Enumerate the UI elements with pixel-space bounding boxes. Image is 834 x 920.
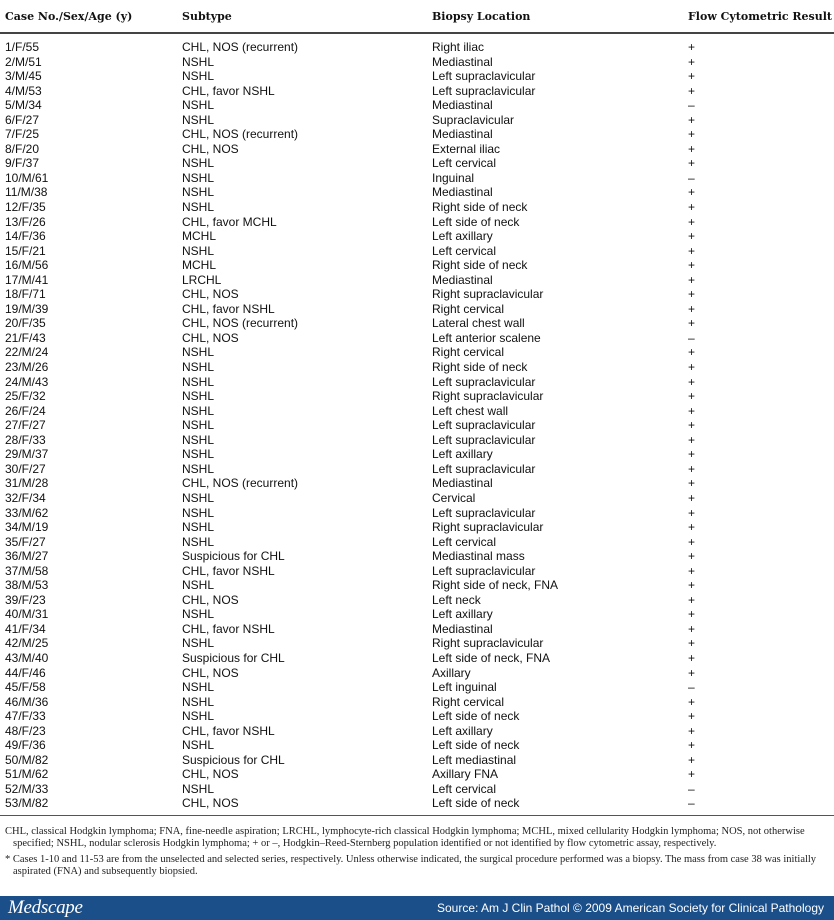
cell-biopsy-location: Left side of neck [432,796,520,811]
cell-case: 37/M/58 [5,563,49,578]
cell-subtype: CHL, NOS (recurrent) [182,127,299,142]
cell-case: 10/M/61 [5,170,49,185]
table-row [0,447,834,462]
cell-subtype: CHL, NOS [182,665,239,680]
table-row [0,258,834,273]
cell-subtype: NSHL [182,636,215,651]
cell-subtype: NSHL [182,520,215,535]
cell-subtype: NSHL [182,490,215,505]
table-row [0,433,834,448]
cell-flow-result: + [688,767,696,782]
cell-flow-result: + [688,345,696,360]
cell-biopsy-location: Left chest wall [432,403,509,418]
cell-flow-result: + [688,141,696,156]
table-row [0,462,834,477]
table-row [0,564,834,579]
header-rule [0,32,834,34]
cell-case: 14/F/36 [5,229,46,244]
cell-flow-result: + [688,578,696,593]
cell-case: 35/F/27 [5,534,46,549]
cell-subtype: NSHL [182,607,215,622]
table-row [0,666,834,681]
cell-subtype: CHL, favor NSHL [182,563,275,578]
cell-subtype: NSHL [182,505,215,520]
cell-flow-result: – [688,330,695,345]
table-bottom-rule [0,815,834,816]
table-body [0,40,834,811]
cell-biopsy-location: Right cervical [432,345,505,360]
cell-biopsy-location: Left supraclavicular [432,418,536,433]
cell-biopsy-location: Right supraclavicular [432,520,544,535]
cell-flow-result: + [688,374,696,389]
cell-flow-result: + [688,694,696,709]
cell-case: 7/F/25 [5,127,40,142]
cell-flow-result: + [688,505,696,520]
cell-biopsy-location: Axillary [432,665,471,680]
cell-biopsy-location: Lateral chest wall [432,316,525,331]
cell-biopsy-location: Cervical [432,490,476,505]
cell-case: 45/F/58 [5,680,46,695]
cell-subtype: NSHL [182,170,215,185]
table-row [0,767,834,782]
table-row [0,156,834,171]
cell-biopsy-location: Mediastinal [432,185,493,200]
cell-case: 27/F/27 [5,418,46,433]
table-row [0,84,834,99]
cell-subtype: LRCHL [182,272,222,287]
table-row [0,244,834,259]
table-row [0,753,834,768]
cell-subtype: CHL, NOS (recurrent) [182,476,299,491]
cell-biopsy-location: Mediastinal [432,54,493,69]
cell-case: 53/M/82 [5,796,49,811]
cell-case: 6/F/27 [5,112,40,127]
table-row [0,607,834,622]
cell-flow-result: + [688,112,696,127]
table-row [0,40,834,55]
table-row [0,404,834,419]
table-row [0,680,834,695]
header-biopsy-location: Biopsy Location [432,10,531,23]
cell-subtype: NSHL [182,738,215,753]
cell-case: 36/M/27 [5,549,49,564]
cell-case: 51/M/62 [5,767,49,782]
cell-biopsy-location: Left cervical [432,534,497,549]
cell-flow-result: + [688,83,696,98]
cell-subtype: NSHL [182,243,215,258]
cell-biopsy-location: Right side of neck [432,360,528,375]
cell-flow-result: + [688,723,696,738]
cell-subtype: Suspicious for CHL [182,549,285,564]
cell-subtype: NSHL [182,112,215,127]
cell-case: 25/F/32 [5,389,46,404]
cell-biopsy-location: Right cervical [432,694,505,709]
cell-flow-result: + [688,54,696,69]
cell-flow-result: – [688,98,695,113]
cell-case: 26/F/24 [5,403,46,418]
table-row [0,185,834,200]
cell-case: 24/M/43 [5,374,49,389]
cell-biopsy-location: Left supraclavicular [432,83,536,98]
cell-flow-result: + [688,709,696,724]
cell-case: 1/F/55 [5,40,40,54]
medscape-logo[interactable]: Medscape [8,897,83,918]
cell-flow-result: + [688,69,696,84]
table-row [0,593,834,608]
cell-flow-result: + [688,258,696,273]
cell-biopsy-location: Left supraclavicular [432,432,536,447]
table-row [0,375,834,390]
cell-flow-result: – [688,170,695,185]
table-row [0,782,834,797]
cell-subtype: CHL, favor NSHL [182,621,275,636]
table-header [0,0,834,32]
footnotes [5,826,829,878]
cell-flow-result: + [688,665,696,680]
cell-case: 22/M/24 [5,345,49,360]
cell-biopsy-location: Mediastinal [432,476,493,491]
cell-subtype: NSHL [182,200,215,215]
table-row [0,142,834,157]
cell-subtype: NSHL [182,54,215,69]
cell-case: 44/F/46 [5,665,46,680]
cell-biopsy-location: Right supraclavicular [432,389,544,404]
cell-subtype: NSHL [182,403,215,418]
cell-subtype: NSHL [182,461,215,476]
table-row [0,622,834,637]
cell-subtype: CHL, NOS [182,330,239,345]
cell-case: 33/M/62 [5,505,49,520]
cell-biopsy-location: Mediastinal [432,621,493,636]
table-row [0,200,834,215]
cell-biopsy-location: External iliac [432,141,501,156]
cell-flow-result: + [688,418,696,433]
table-row [0,724,834,739]
cell-subtype: NSHL [182,534,215,549]
table-row [0,69,834,84]
cell-flow-result: – [688,781,695,796]
cell-case: 30/F/27 [5,461,46,476]
cell-flow-result: + [688,40,696,54]
cell-biopsy-location: Left axillary [432,229,493,244]
cell-subtype: CHL, favor NSHL [182,83,275,98]
cell-flow-result: + [688,738,696,753]
cell-case: 42/M/25 [5,636,49,651]
cell-flow-result: + [688,476,696,491]
cell-biopsy-location: Left cervical [432,156,497,171]
cell-subtype: NSHL [182,432,215,447]
cell-subtype: CHL, favor MCHL [182,214,277,229]
cell-case: 8/F/20 [5,141,40,156]
table-row [0,127,834,142]
table-row [0,98,834,113]
cell-biopsy-location: Left supraclavicular [432,374,536,389]
cell-flow-result: + [688,243,696,258]
cell-flow-result: + [688,316,696,331]
table-row [0,738,834,753]
cell-case: 13/F/26 [5,214,46,229]
cell-subtype: CHL, NOS [182,141,239,156]
table-row [0,316,834,331]
cell-biopsy-location: Left side of neck [432,738,520,753]
cell-flow-result: – [688,680,695,695]
cell-flow-result: + [688,549,696,564]
cell-case: 47/F/33 [5,709,46,724]
cell-biopsy-location: Left anterior scalene [432,330,541,345]
cell-flow-result: + [688,592,696,607]
cell-flow-result: + [688,127,696,142]
cell-flow-result: + [688,520,696,535]
cell-subtype: NSHL [182,185,215,200]
footer-bar [0,896,834,920]
cell-biopsy-location: Left supraclavicular [432,69,536,84]
cell-case: 46/M/36 [5,694,49,709]
cell-flow-result: + [688,621,696,636]
cell-subtype: CHL, NOS [182,767,239,782]
cell-flow-result: + [688,301,696,316]
cell-biopsy-location: Supraclavicular [432,112,515,127]
cell-flow-result: + [688,461,696,476]
cell-subtype: NSHL [182,98,215,113]
cell-case: 34/M/19 [5,520,49,535]
cell-subtype: NSHL [182,156,215,171]
table-row [0,491,834,506]
cell-biopsy-location: Left inguinal [432,680,497,695]
cell-case: 38/M/53 [5,578,49,593]
table-row [0,302,834,317]
cell-flow-result: + [688,200,696,215]
header-case: Case No./Sex/Age (y) [5,10,133,23]
cell-case: 49/F/36 [5,738,46,753]
cell-case: 16/M/56 [5,258,49,273]
cell-biopsy-location: Mediastinal [432,127,493,142]
table-row [0,113,834,128]
cell-biopsy-location: Left cervical [432,781,497,796]
cell-flow-result: + [688,156,696,171]
cell-biopsy-location: Right cervical [432,301,505,316]
cell-case: 43/M/40 [5,650,49,665]
cell-flow-result: – [688,796,695,811]
cell-case: 5/M/34 [5,98,42,113]
cell-flow-result: + [688,432,696,447]
cell-subtype: NSHL [182,709,215,724]
cell-subtype: NSHL [182,418,215,433]
source-credit: Source: Am J Clin Pathol © 2009 American Society for Clinical Pathology [436,901,824,915]
cell-subtype: CHL, NOS [182,592,239,607]
cell-flow-result: + [688,360,696,375]
cell-subtype: NSHL [182,360,215,375]
cell-biopsy-location: Mediastinal [432,272,493,287]
cell-case: 2/M/51 [5,54,42,69]
table-row [0,360,834,375]
table-row [0,273,834,288]
table-row [0,331,834,346]
cell-case: 29/M/37 [5,447,49,462]
cell-flow-result: + [688,447,696,462]
cell-subtype: NSHL [182,447,215,462]
table-row [0,476,834,491]
cell-subtype: NSHL [182,374,215,389]
cell-subtype: MCHL [182,229,217,244]
cell-subtype: MCHL [182,258,217,273]
cell-case: 9/F/37 [5,156,40,171]
table-row [0,636,834,651]
cell-flow-result: + [688,185,696,200]
table-row [0,709,834,724]
header-subtype: Subtype [182,10,232,23]
cell-biopsy-location: Right iliac [432,40,485,54]
cell-subtype: NSHL [182,694,215,709]
cell-biopsy-location: Left side of neck, FNA [432,650,551,665]
cell-subtype: CHL, NOS (recurrent) [182,40,299,54]
cell-biopsy-location: Left supraclavicular [432,461,536,476]
cell-case: 17/M/41 [5,272,49,287]
table-row [0,520,834,535]
cell-subtype: NSHL [182,389,215,404]
footnote-abbreviations: CHL, classical Hodgkin lymphoma; FNA, fine-needle aspiration; LRCHL, lymphocyte-rich classical Hodgkin lymphoma; MCHL, mixed cellularity Hodgkin lymphoma; NOS, not otherwise specified; NSHL, nodular sclerosis Hodgkin lymphoma; + or –, Hodgkin–Reed-Sternberg population identified or not identified by flow cytometric assay, respectively. [5,826,805,850]
cell-subtype: Suspicious for CHL [182,752,285,767]
cell-case: 31/M/28 [5,476,49,491]
cell-subtype: CHL, NOS [182,287,239,302]
table-row [0,345,834,360]
cell-case: 21/F/43 [5,330,46,345]
table-row [0,695,834,710]
cell-biopsy-location: Left supraclavicular [432,505,536,520]
cell-biopsy-location: Right side of neck [432,258,528,273]
cell-biopsy-location: Left side of neck [432,709,520,724]
cell-subtype: NSHL [182,680,215,695]
table-row [0,215,834,230]
table-row [0,171,834,186]
table-row [0,418,834,433]
table-row [0,389,834,404]
cell-case: 50/M/82 [5,752,49,767]
cell-biopsy-location: Right supraclavicular [432,287,544,302]
cell-biopsy-location: Left mediastinal [432,752,517,767]
table-row [0,578,834,593]
cell-flow-result: + [688,229,696,244]
cell-subtype: CHL, favor NSHL [182,723,275,738]
cell-subtype: NSHL [182,69,215,84]
table-row [0,651,834,666]
cell-flow-result: + [688,636,696,651]
cell-biopsy-location: Left axillary [432,447,493,462]
cell-biopsy-location: Left axillary [432,607,493,622]
cell-subtype: NSHL [182,578,215,593]
cell-biopsy-location: Left axillary [432,723,493,738]
table-row [0,796,834,811]
cell-flow-result: + [688,563,696,578]
cell-case: 12/F/35 [5,200,46,215]
cell-flow-result: + [688,534,696,549]
cell-flow-result: + [688,214,696,229]
cell-case: 4/M/53 [5,83,42,98]
cell-biopsy-location: Inguinal [432,170,475,185]
cell-case: 3/M/45 [5,69,42,84]
cell-flow-result: + [688,490,696,505]
cell-biopsy-location: Right supraclavicular [432,636,544,651]
cell-subtype: NSHL [182,345,215,360]
cell-flow-result: + [688,287,696,302]
cell-case: 48/F/23 [5,723,46,738]
footnote-note: * Cases 1-10 and 11-53 are from the unselected and selected series, respectively. Unless otherwise indicated, the surgical procedure performed was a biopsy. The mass from case 38 was initially aspirated (FNA) and subsequently biopsied. [5,853,817,877]
cell-case: 41/F/34 [5,621,46,636]
cell-subtype: CHL, NOS (recurrent) [182,316,299,331]
cell-flow-result: + [688,752,696,767]
cell-subtype: Suspicious for CHL [182,650,285,665]
cell-flow-result: + [688,272,696,287]
cell-flow-result: + [688,607,696,622]
cell-biopsy-location: Left neck [432,592,481,607]
cell-case: 19/M/39 [5,301,49,316]
table-row [0,549,834,564]
cell-case: 52/M/33 [5,781,49,796]
cell-flow-result: + [688,650,696,665]
cell-biopsy-location: Left supraclavicular [432,563,536,578]
table-row [0,506,834,521]
cell-case: 15/F/21 [5,243,46,258]
cell-biopsy-location: Right side of neck, FNA [432,578,559,593]
cell-case: 23/M/26 [5,360,49,375]
cell-case: 32/F/34 [5,490,46,505]
cell-subtype: CHL, favor NSHL [182,301,275,316]
cell-subtype: CHL, NOS [182,796,239,811]
cell-subtype: NSHL [182,781,215,796]
cell-case: 18/F/71 [5,287,46,302]
cell-flow-result: + [688,389,696,404]
cell-biopsy-location: Left cervical [432,243,497,258]
cell-biopsy-location: Right side of neck [432,200,528,215]
cell-case: 39/F/23 [5,592,46,607]
table-row [0,535,834,550]
cell-case: 28/F/33 [5,432,46,447]
cell-biopsy-location: Mediastinal mass [432,549,525,564]
header-flow-result: Flow Cytometric Result [688,10,832,23]
table-row [0,229,834,244]
cell-flow-result: + [688,403,696,418]
cell-biopsy-location: Mediastinal [432,98,493,113]
cell-case: 20/F/35 [5,316,46,331]
cell-biopsy-location: Left side of neck [432,214,520,229]
cell-biopsy-location: Axillary FNA [432,767,499,782]
table-row [0,287,834,302]
cell-case: 40/M/31 [5,607,49,622]
cell-case: 11/M/38 [5,185,48,200]
table-row [0,55,834,70]
